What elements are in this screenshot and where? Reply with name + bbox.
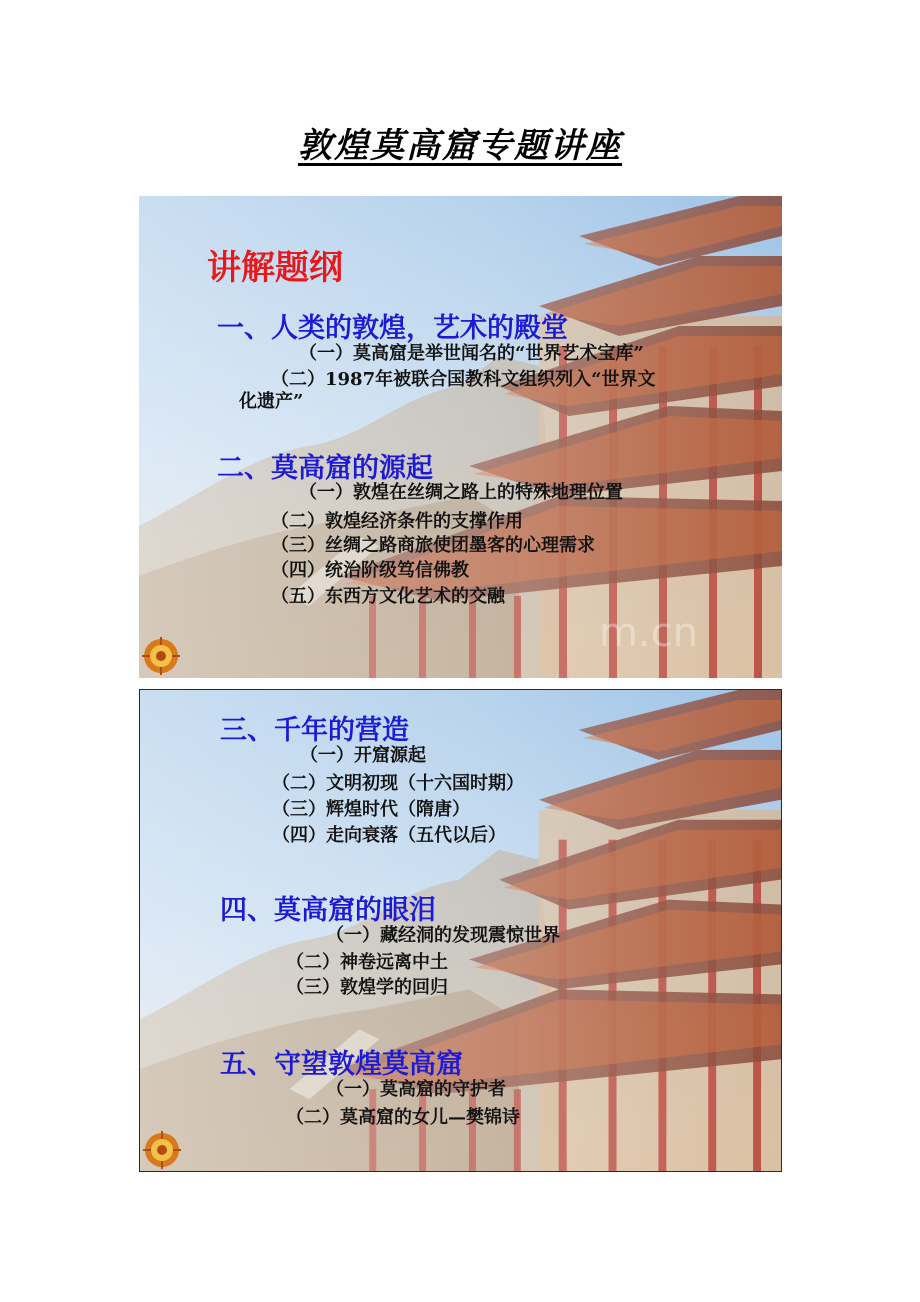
- slide-outline-1: [139, 196, 782, 678]
- section-item: （一）藏经洞的发现震惊世界: [326, 925, 560, 946]
- section-title-4: 四、莫高窟的眼泪: [220, 895, 436, 926]
- section-item: （二）1987年被联合国教科文组织列入“世界文: [271, 369, 656, 390]
- section-item: （三）丝绸之路商旅使团墨客的心理需求: [271, 535, 595, 556]
- watermark-text: m.cn: [599, 610, 699, 656]
- section-item: （三）辉煌时代（隋唐）: [272, 799, 470, 820]
- slide-outline-2: [139, 689, 782, 1172]
- section-title-1: 一、人类的敦煌，艺术的殿堂: [217, 313, 568, 344]
- section-item: （二）文明初现（十六国时期）: [272, 773, 524, 794]
- document-title: [0, 118, 920, 167]
- section-item: （四）统治阶级笃信佛教: [271, 560, 469, 581]
- section-title-3: 三、千年的营造: [220, 715, 409, 746]
- slide-heading: 讲解题纲: [207, 248, 343, 288]
- section-item: （一）莫高窟的守护者: [326, 1079, 506, 1100]
- section-item: （三）敦煌学的回归: [286, 977, 448, 998]
- dharma-wheel-logo-icon: [142, 1130, 182, 1170]
- section-item: （二）神卷远离中土: [286, 952, 448, 973]
- section-title-2: 二、莫高窟的源起: [217, 453, 433, 484]
- section-item: （四）走向衰落（五代以后）: [272, 825, 506, 846]
- section-item: （五）东西方文化艺术的交融: [271, 586, 505, 607]
- dharma-wheel-logo-icon: [141, 636, 181, 676]
- section-item: （二）敦煌经济条件的支撑作用: [271, 511, 523, 532]
- section-item: （一）莫高窟是举世闻名的“世界艺术宝库”: [299, 343, 644, 364]
- section-item: （一）开窟源起: [300, 745, 426, 766]
- section-item: （二）莫高窟的女儿—樊锦诗: [286, 1107, 520, 1128]
- document-title-text: 敦煌莫高窟专题讲座: [298, 126, 622, 166]
- section-title-5: 五、守望敦煌莫高窟: [220, 1049, 463, 1080]
- section-item: （一）敦煌在丝绸之路上的特殊地理位置: [299, 482, 623, 503]
- section-item: 化遗产”: [239, 391, 304, 412]
